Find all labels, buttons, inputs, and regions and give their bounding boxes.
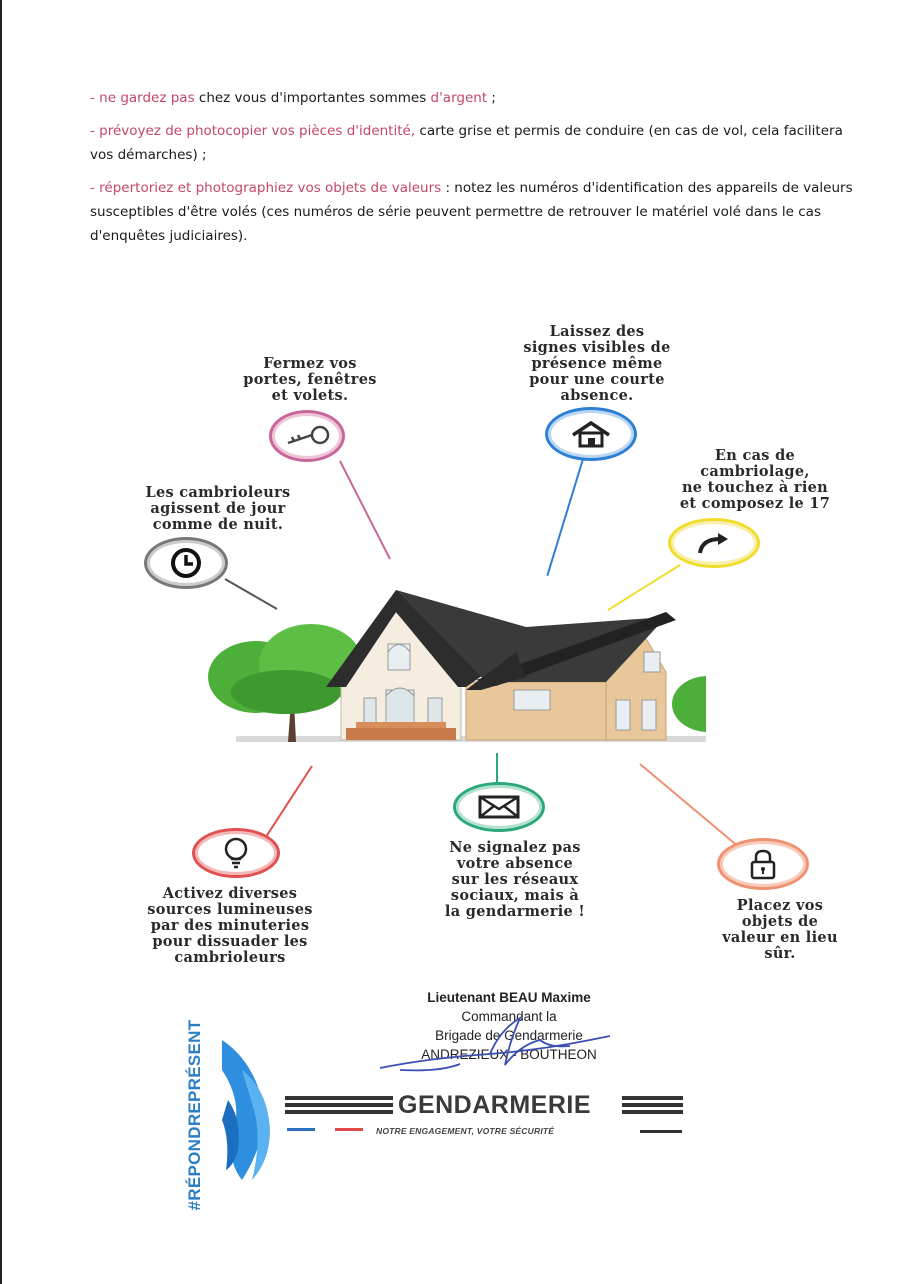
- clock-icon: [144, 537, 228, 589]
- label-valuables: Placez vos objets de valeur en lieu sûr.: [722, 897, 838, 962]
- advice-item: - ne gardez pas chez vous d'importantes sommes d'argent ;: [90, 90, 496, 106]
- label-presence: Laissez des signes visibles de présence même pour une courte absence.: [523, 323, 671, 404]
- lightbulb-icon: [192, 828, 280, 878]
- arrow-icon: [668, 518, 760, 568]
- flame-logo: [212, 1030, 276, 1190]
- envelope-icon: [453, 782, 545, 832]
- house-icon: [545, 407, 637, 461]
- page-edge-rule: [0, 0, 2, 1284]
- hashtag-vertical: #RÉPONDREPRÉSENT: [185, 1019, 204, 1211]
- connector-line: [262, 765, 313, 842]
- officer-name: Lieutenant BEAU Maxime: [427, 990, 591, 1005]
- label-burglars: Les cambrioleurs agissent de jour comme de nuit.: [145, 484, 291, 533]
- connector-line: [496, 753, 498, 785]
- connector-line: [639, 763, 736, 845]
- connector-line: [339, 461, 391, 560]
- gendarmerie-wordmark: GENDARMERIE: [398, 1091, 592, 1119]
- signature-block: Lieutenant BEAU Maxime Commandant la Brigade de Gendarmerie ANDREZIEUX - BOUTHEON: [384, 988, 634, 1064]
- advice-list: [90, 86, 870, 257]
- key-icon: [269, 410, 345, 462]
- label-burglary-case: En cas de cambriolage, ne touchez à rien et composez le 17: [679, 447, 831, 512]
- label-close-doors: Fermez vos portes, fenêtres et volets.: [243, 355, 377, 404]
- lock-icon: [717, 838, 809, 890]
- gendarmerie-motto: NOTRE ENGAGEMENT, VOTRE SÉCURITÉ: [376, 1126, 555, 1136]
- advice-item: - prévoyez de photocopier vos pièces d'identité, carte grise et permis de conduire (en cas de vol, cela facilitera vos démarches) ;: [90, 123, 843, 163]
- handwritten-signature: [370, 1010, 630, 1080]
- label-social: Ne signalez pas votre absence sur les réseaux sociaux, mais à la gendarmerie !: [444, 839, 586, 920]
- label-lights: Activez diverses sources lumineuses par des minuteries pour dissuader les cambrioleurs: [147, 885, 313, 966]
- connector-line: [546, 459, 584, 576]
- advice-item: - répertoriez et photographiez vos objets de valeurs : notez les numéros d'identification des appareils de valeurs susceptibles d'être volés (ces numéros de série peuvent permettre de retrouver le matériel volé dans le cas d'enquêtes judiciaires).: [90, 180, 853, 244]
